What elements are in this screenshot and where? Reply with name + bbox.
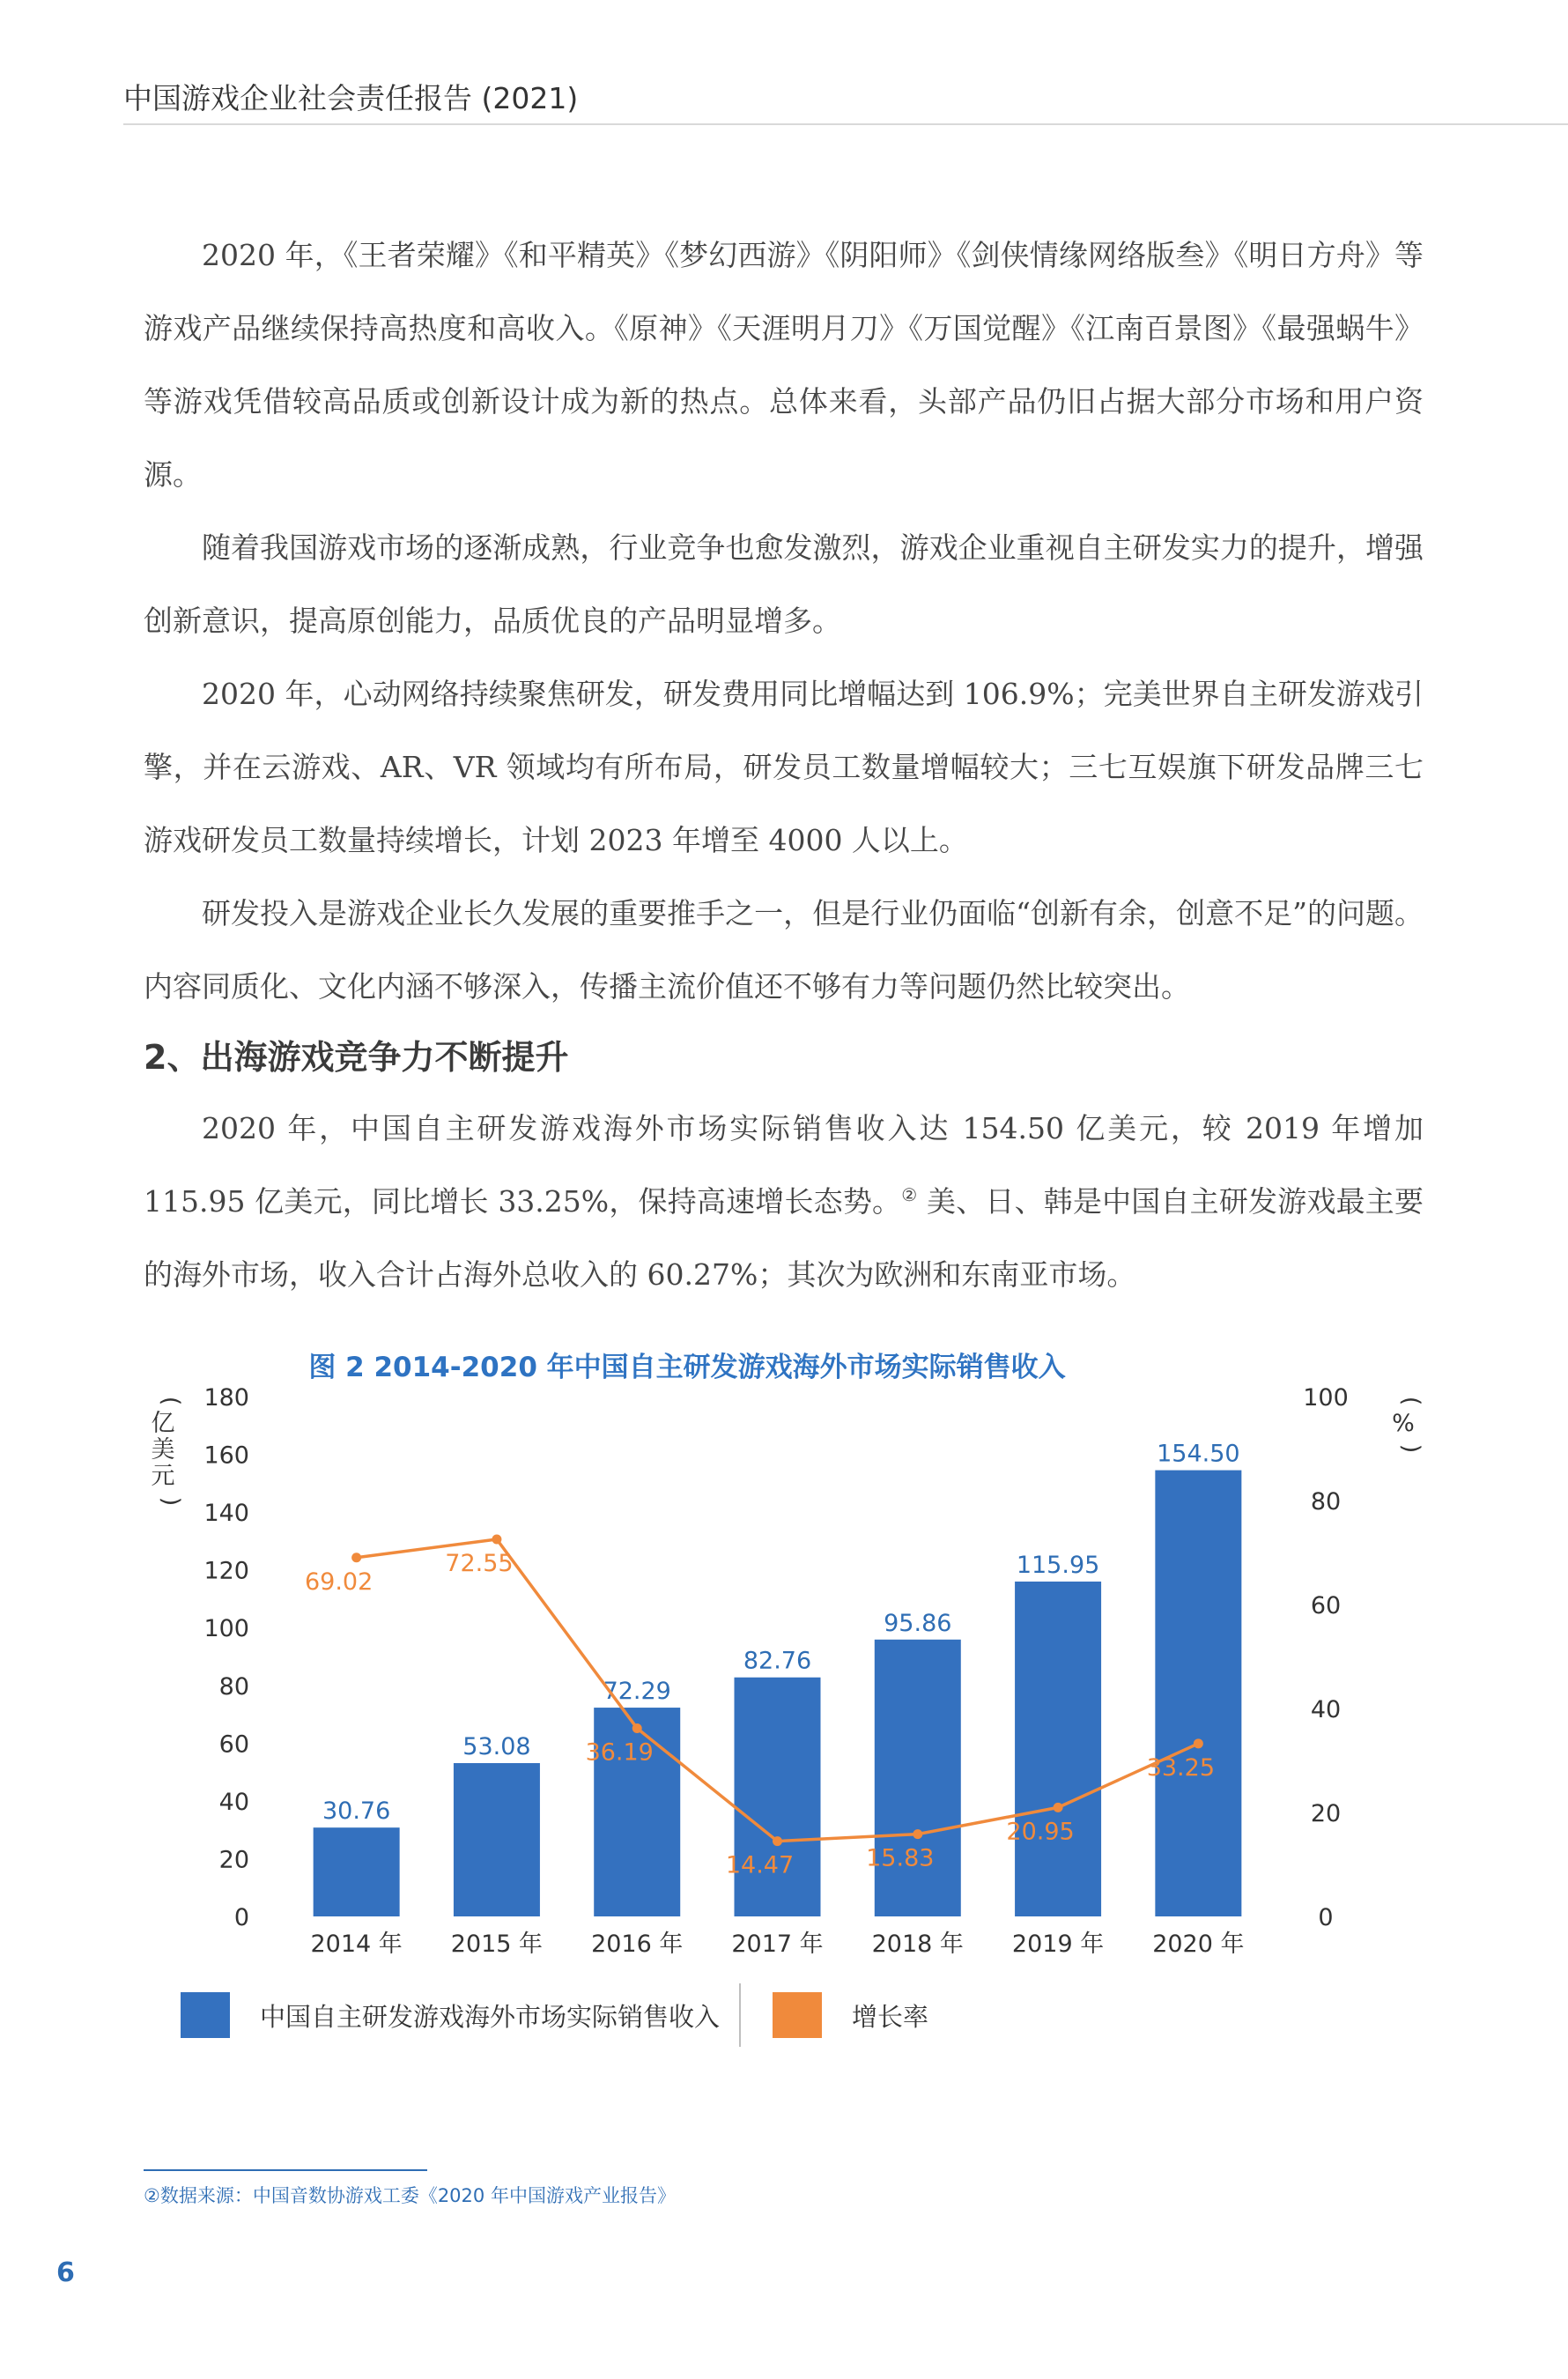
left-axis-tick-label: 140 — [203, 1500, 249, 1528]
revenue-data-label: 95.86 — [884, 1609, 952, 1637]
growth-rate-data-label: 14.47 — [725, 1851, 795, 1879]
chart-canvas — [132, 1335, 1424, 2057]
footnote-reference[interactable]: ② — [901, 1184, 918, 1205]
left-axis-tick-label: 120 — [203, 1557, 249, 1585]
left-axis-label-char: 美 — [151, 1436, 175, 1464]
growth-rate-data-label: 20.95 — [1006, 1818, 1075, 1846]
paragraph-2: 随着我国游戏市场的逐渐成熟，行业竞争也愈发激烈，游戏企业重视自主研发实力的提升，增强创新意识，提高原创能力，品质优良的产品明显增多。 — [144, 530, 1424, 638]
revenue-bar — [735, 1678, 821, 1916]
left-axis-tick-label: 40 — [218, 1788, 249, 1816]
growth-rate-data-label: 15.83 — [866, 1844, 935, 1872]
left-axis-tick-label: 160 — [203, 1441, 249, 1470]
revenue-bar — [1015, 1582, 1101, 1916]
paragraph-5-part-a: 2020 年，中国自主研发游戏海外市场实际销售收入达 154.50 亿美元，较 2019 年增加 115.95 亿美元，同比增长 33.25%，保持高速增长态势。 — [144, 1111, 1424, 1219]
legend-label-growth: 增长率 — [852, 2001, 929, 2032]
legend-swatch-growth — [773, 1992, 822, 2038]
revenue-data-label: 72.29 — [603, 1678, 671, 1706]
right-axis-label-paren-close: ) — [1397, 1443, 1424, 1454]
x-axis-tick-label: 2020 年 — [1152, 1931, 1245, 1958]
x-axis-tick-label: 2016 年 — [591, 1931, 684, 1958]
right-axis-tick-label: 100 — [1303, 1384, 1349, 1412]
x-axis-tick-label: 2019 年 — [1011, 1931, 1105, 1958]
chart-legend — [181, 1984, 928, 2046]
x-axis-tick-label: 2014 年 — [310, 1931, 403, 1958]
left-axis-label-char: 元 — [151, 1463, 175, 1490]
revenue-data-label: 82.76 — [743, 1647, 812, 1675]
paragraph-4: 研发投入是游戏企业长久发展的重要推手之一，但是行业仍面临“创新有余，创意不足”的问题。内容同质化、文化内涵不够深入，传播主流价值还不够有力等问题仍然比较突出。 — [144, 896, 1424, 1004]
legend-label-revenue: 中国自主研发游戏海外市场实际销售收入 — [260, 2001, 721, 2032]
growth-rate-point — [351, 1553, 361, 1562]
growth-rate-point — [773, 1836, 782, 1846]
right-axis-tick-label: 60 — [1310, 1592, 1342, 1619]
revenue-data-label: 115.95 — [1016, 1551, 1100, 1579]
right-axis-tick-label: 40 — [1310, 1696, 1342, 1723]
growth-rate-point — [1194, 1738, 1203, 1748]
left-axis-tick-label: 180 — [203, 1384, 249, 1412]
revenue-bar — [875, 1640, 961, 1916]
chart-title: 图 2 2014-2020 年中国自主研发游戏海外市场实际销售收入 — [308, 1352, 1066, 1383]
left-axis-tick-label: 80 — [218, 1672, 249, 1701]
right-axis-label-char: % — [1392, 1410, 1415, 1437]
right-axis-label-paren-open: ( — [1397, 1396, 1424, 1406]
growth-rate-data-label: 72.55 — [445, 1549, 514, 1577]
x-axis-tick-label: 2018 年 — [871, 1931, 964, 1958]
growth-rate-point — [492, 1534, 501, 1544]
revenue-data-label: 53.08 — [462, 1733, 531, 1761]
right-axis-tick-label: 20 — [1310, 1800, 1342, 1827]
overseas-revenue-chart — [132, 1335, 1424, 2057]
left-axis-tick-label: 60 — [218, 1731, 249, 1759]
paragraph-5-part-b: 美、日、韩是中国自主研发游戏最主要的海外市场，收入合计占海外总收入的 60.27%；其次为欧洲和东南亚市场。 — [144, 1184, 1424, 1292]
footnote-divider — [144, 2169, 427, 2171]
section-title: 2、出海游戏竞争力不断提升 — [144, 1038, 569, 1077]
header-divider — [123, 123, 1568, 125]
right-axis-tick-label: 80 — [1310, 1488, 1342, 1516]
paragraph-5 — [144, 1092, 1424, 1311]
revenue-bar — [454, 1763, 540, 1916]
legend-divider — [739, 1983, 741, 2047]
footnote: ②数据来源：中国音数协游戏工委《2020 年中国游戏产业报告》 — [144, 2185, 676, 2206]
x-axis-tick-label: 2015 年 — [450, 1931, 544, 1958]
page-number: 6 — [56, 2257, 75, 2288]
left-axis-label-char: 亿 — [151, 1410, 175, 1437]
revenue-data-label: 154.50 — [1157, 1440, 1240, 1468]
growth-rate-point — [632, 1723, 642, 1733]
x-axis-tick-label: 2017 年 — [731, 1931, 824, 1958]
growth-rate-data-label: 36.19 — [585, 1738, 654, 1767]
paragraph-1: 2020 年，《王者荣耀》《和平精英》《梦幻西游》《阴阳师》《剑侠情缘网络版叁》《明日方舟》等游戏产品继续保持高热度和高收入。《原神》《天涯明月刀》《万国觉醒》《江南百景图》《最强蜗牛》等游戏凭借较高品质或创新设计成为新的热点。总体来看，头部产品仍旧占据大部分市场和用户资源。 — [144, 238, 1424, 492]
body-text — [144, 219, 1424, 1311]
growth-rate-data-label: 69.02 — [304, 1567, 374, 1596]
right-axis-tick-label: 0 — [1318, 1904, 1334, 1931]
left-axis-label-paren-close: ) — [157, 1496, 184, 1507]
left-axis-tick-label: 20 — [218, 1846, 249, 1874]
left-axis-tick-label: 100 — [203, 1615, 249, 1643]
revenue-bar — [1155, 1471, 1241, 1916]
growth-rate-point — [913, 1829, 922, 1839]
revenue-bar — [314, 1827, 400, 1916]
legend-swatch-revenue — [181, 1992, 230, 2038]
left-axis-tick-label: 0 — [233, 1904, 249, 1931]
growth-rate-point — [1054, 1803, 1063, 1812]
growth-rate-data-label: 33.25 — [1146, 1753, 1216, 1782]
revenue-data-label: 30.76 — [322, 1797, 391, 1826]
report-header: 中国游戏企业社会责任报告 (2021) — [123, 81, 579, 115]
paragraph-3: 2020 年，心动网络持续聚焦研发，研发费用同比增幅达到 106.9%；完美世界自主研发游戏引擎，并在云游戏、AR、VR 领域均有所布局，研发员工数量增幅较大；三七互娱旗下研发品牌三七游戏研发员工数量持续增长，计划 2023 年增至 4000 人以上。 — [144, 677, 1424, 857]
left-axis-label-paren-open: ( — [157, 1396, 184, 1406]
